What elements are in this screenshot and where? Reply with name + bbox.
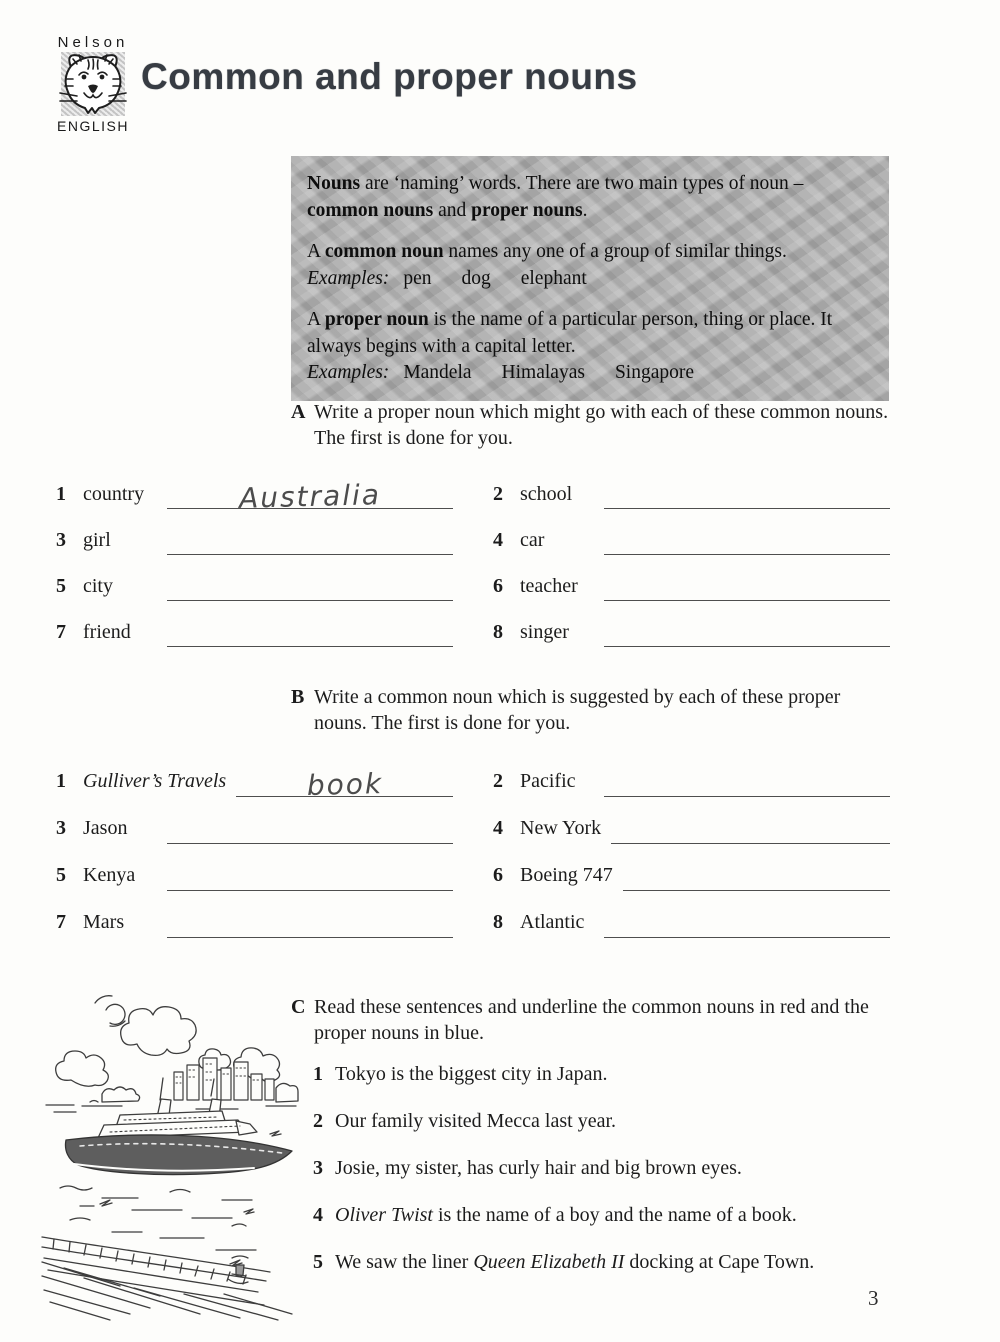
answer-line — [604, 470, 890, 509]
answer-line — [167, 898, 453, 938]
answer-line — [604, 608, 890, 647]
page-title: Common and proper nouns — [141, 56, 638, 97]
exercise-b-grid — [56, 757, 890, 945]
sentence-5: 5 We saw the liner Queen Elizabeth II docking at Cape Town. — [313, 1251, 815, 1273]
answer-line — [236, 757, 453, 802]
section-a-letter: A — [291, 401, 306, 423]
exercise-a-item-1: 1 country Australia — [56, 470, 453, 516]
nelson-english-logo — [52, 34, 134, 134]
answer-line — [604, 898, 890, 938]
exercise-a-item-2: 2 school — [493, 470, 890, 516]
exercise-b-item-7: 7 Mars — [56, 898, 453, 945]
sentence-2: 2 Our family visited Mecca last year. — [313, 1110, 617, 1132]
grammar-info-box — [291, 156, 889, 401]
exercise-a-item-5: 5 city — [56, 562, 453, 608]
exercise-a-item-7: 7 friend — [56, 608, 453, 654]
answer-line — [167, 851, 453, 891]
handwritten-answer: book — [306, 767, 384, 802]
section-c-letter: C — [291, 996, 306, 1018]
answer-line — [623, 851, 890, 891]
exercise-b-item-3: 3 Jason — [56, 804, 453, 851]
exercise-a-item-8: 8 singer — [493, 608, 890, 654]
answer-line — [604, 757, 890, 797]
exercise-b-item-2: 2 Pacific — [493, 757, 890, 804]
info-paragraph-nouns: Nouns are ‘naming’ words. There are two main types of noun – common nouns and proper nouns. — [307, 173, 804, 221]
section-b-letter: B — [291, 686, 305, 708]
exercise-a-item-4: 4 car — [493, 516, 890, 562]
info-paragraph-common-noun: A common noun names any one of a group of similar things. — [307, 241, 787, 263]
section-c-sentences — [313, 1064, 903, 1299]
info-examples-common: Examples: pen dog elephant — [307, 267, 587, 289]
exercise-a-item-6: 6 teacher — [493, 562, 890, 608]
exercise-b-item-1: 1 Gulliver’s Travels book — [56, 757, 453, 804]
sentence-1: 1 Tokyo is the biggest city in Japan. — [313, 1063, 608, 1085]
ocean-liner-illustration — [40, 974, 304, 1322]
handwritten-answer: Australia — [238, 478, 382, 515]
answer-line — [167, 470, 453, 515]
tiger-logo-icon — [61, 52, 125, 116]
exercise-b-item-8: 8 Atlantic — [493, 898, 890, 945]
answer-line — [611, 804, 890, 844]
page-number: 3 — [868, 1286, 879, 1310]
exercise-a-grid — [56, 470, 890, 654]
sentence-4: 4 Oliver Twist is the name of a boy and the name of a book. — [313, 1204, 797, 1226]
exercise-b-item-5: 5 Kenya — [56, 851, 453, 898]
section-a-header — [291, 399, 891, 451]
info-paragraph-proper-noun: A proper noun is the name of a particular person, thing or place. It always begins with a capital letter. — [307, 309, 833, 357]
answer-line — [604, 562, 890, 601]
brand-name: Nelson — [57, 34, 129, 51]
section-b-instructions: Write a common noun which is suggested by each of these proper nouns. The first is done for you. — [314, 686, 841, 734]
answer-line — [167, 804, 453, 844]
exercise-b-item-4: 4 New York — [493, 804, 890, 851]
answer-line — [604, 516, 890, 555]
answer-line — [167, 562, 453, 601]
answer-line — [167, 516, 453, 555]
exercise-b-item-6: 6 Boeing 747 — [493, 851, 890, 898]
exercise-a-item-3: 3 girl — [56, 516, 453, 562]
section-c-header — [291, 994, 891, 1046]
section-a-instructions: Write a proper noun which might go with each of these common nouns. The first is done for you. — [314, 401, 889, 449]
info-examples-proper: Examples: Mandela Himalayas Singapore — [307, 362, 695, 384]
section-c-instructions: Read these sentences and underline the common nouns in red and the proper nouns in blue. — [314, 996, 869, 1044]
section-b-header — [291, 684, 891, 736]
sentence-3: 3 Josie, my sister, has curly hair and big brown eyes. — [313, 1157, 742, 1179]
brand-series: ENGLISH — [57, 118, 129, 134]
answer-line — [167, 608, 453, 647]
